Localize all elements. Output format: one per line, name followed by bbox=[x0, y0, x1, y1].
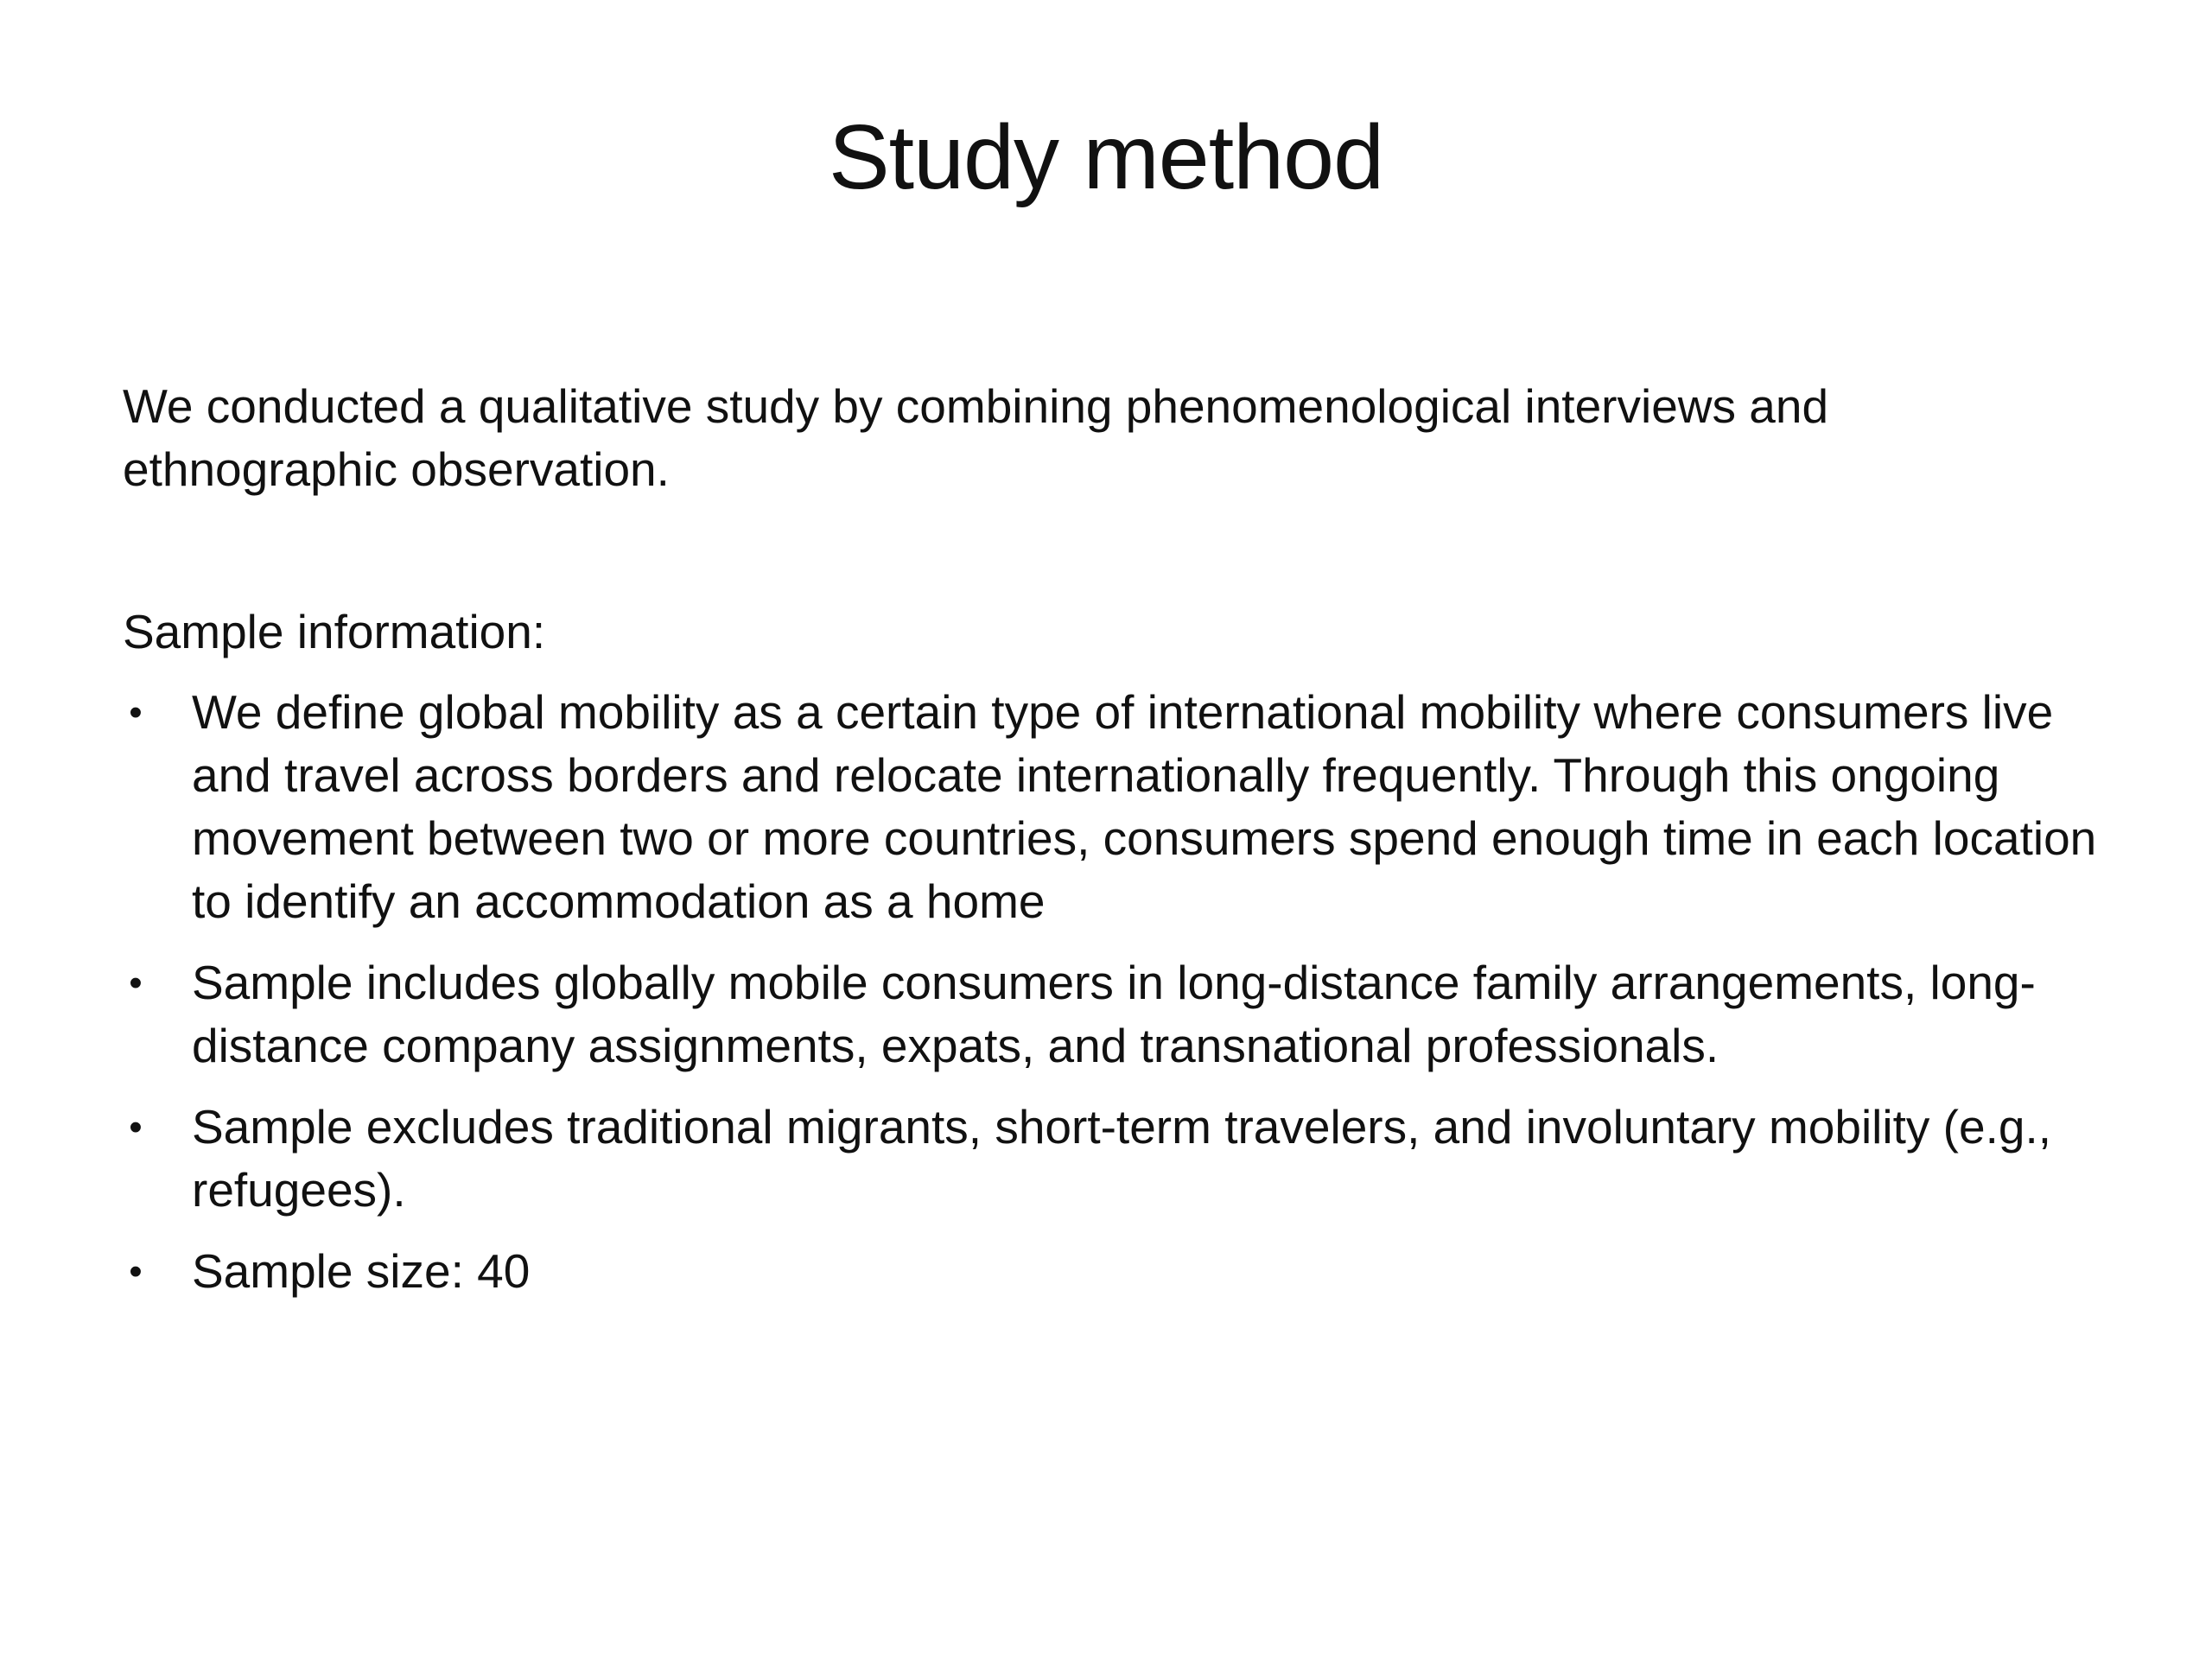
slide-body bbox=[123, 375, 2136, 1321]
bullet-icon: • bbox=[129, 1106, 143, 1148]
bullet-text: We define global mobility as a certain type of international mobility where consumers live and travel across borders and relocate internationally frequently. Through this ongoing movement between two or more countries, consumers spend enough time in each location to identify an accommodation as a home bbox=[192, 685, 2097, 928]
bullet-icon: • bbox=[129, 1250, 143, 1293]
sample-bullet-list bbox=[123, 681, 2136, 1303]
bullet-icon: • bbox=[129, 962, 143, 1004]
intro-paragraph: We conducted a qualitative study by combining phenomenological interviews and ethnographic observation. bbox=[123, 379, 1829, 496]
sample-information-heading: Sample information: bbox=[123, 605, 546, 658]
bullet-text: Sample excludes traditional migrants, short-term travelers, and involuntary mobility (e.g., refugees). bbox=[192, 1100, 2052, 1217]
bullet-item-sample-size bbox=[123, 1240, 2136, 1303]
bullet-item-sample-includes bbox=[123, 951, 2136, 1077]
bullet-text: Sample size: 40 bbox=[192, 1244, 531, 1298]
bullet-text: Sample includes globally mobile consumers in long-distance family arrangements, long-distance company assignments, expats, and transnational professionals. bbox=[192, 956, 2036, 1072]
bullet-item-sample-excludes bbox=[123, 1096, 2136, 1222]
bullet-item-global-mobility bbox=[123, 681, 2136, 933]
slide-title: Study method bbox=[828, 106, 1384, 208]
bullet-icon: • bbox=[129, 691, 143, 734]
